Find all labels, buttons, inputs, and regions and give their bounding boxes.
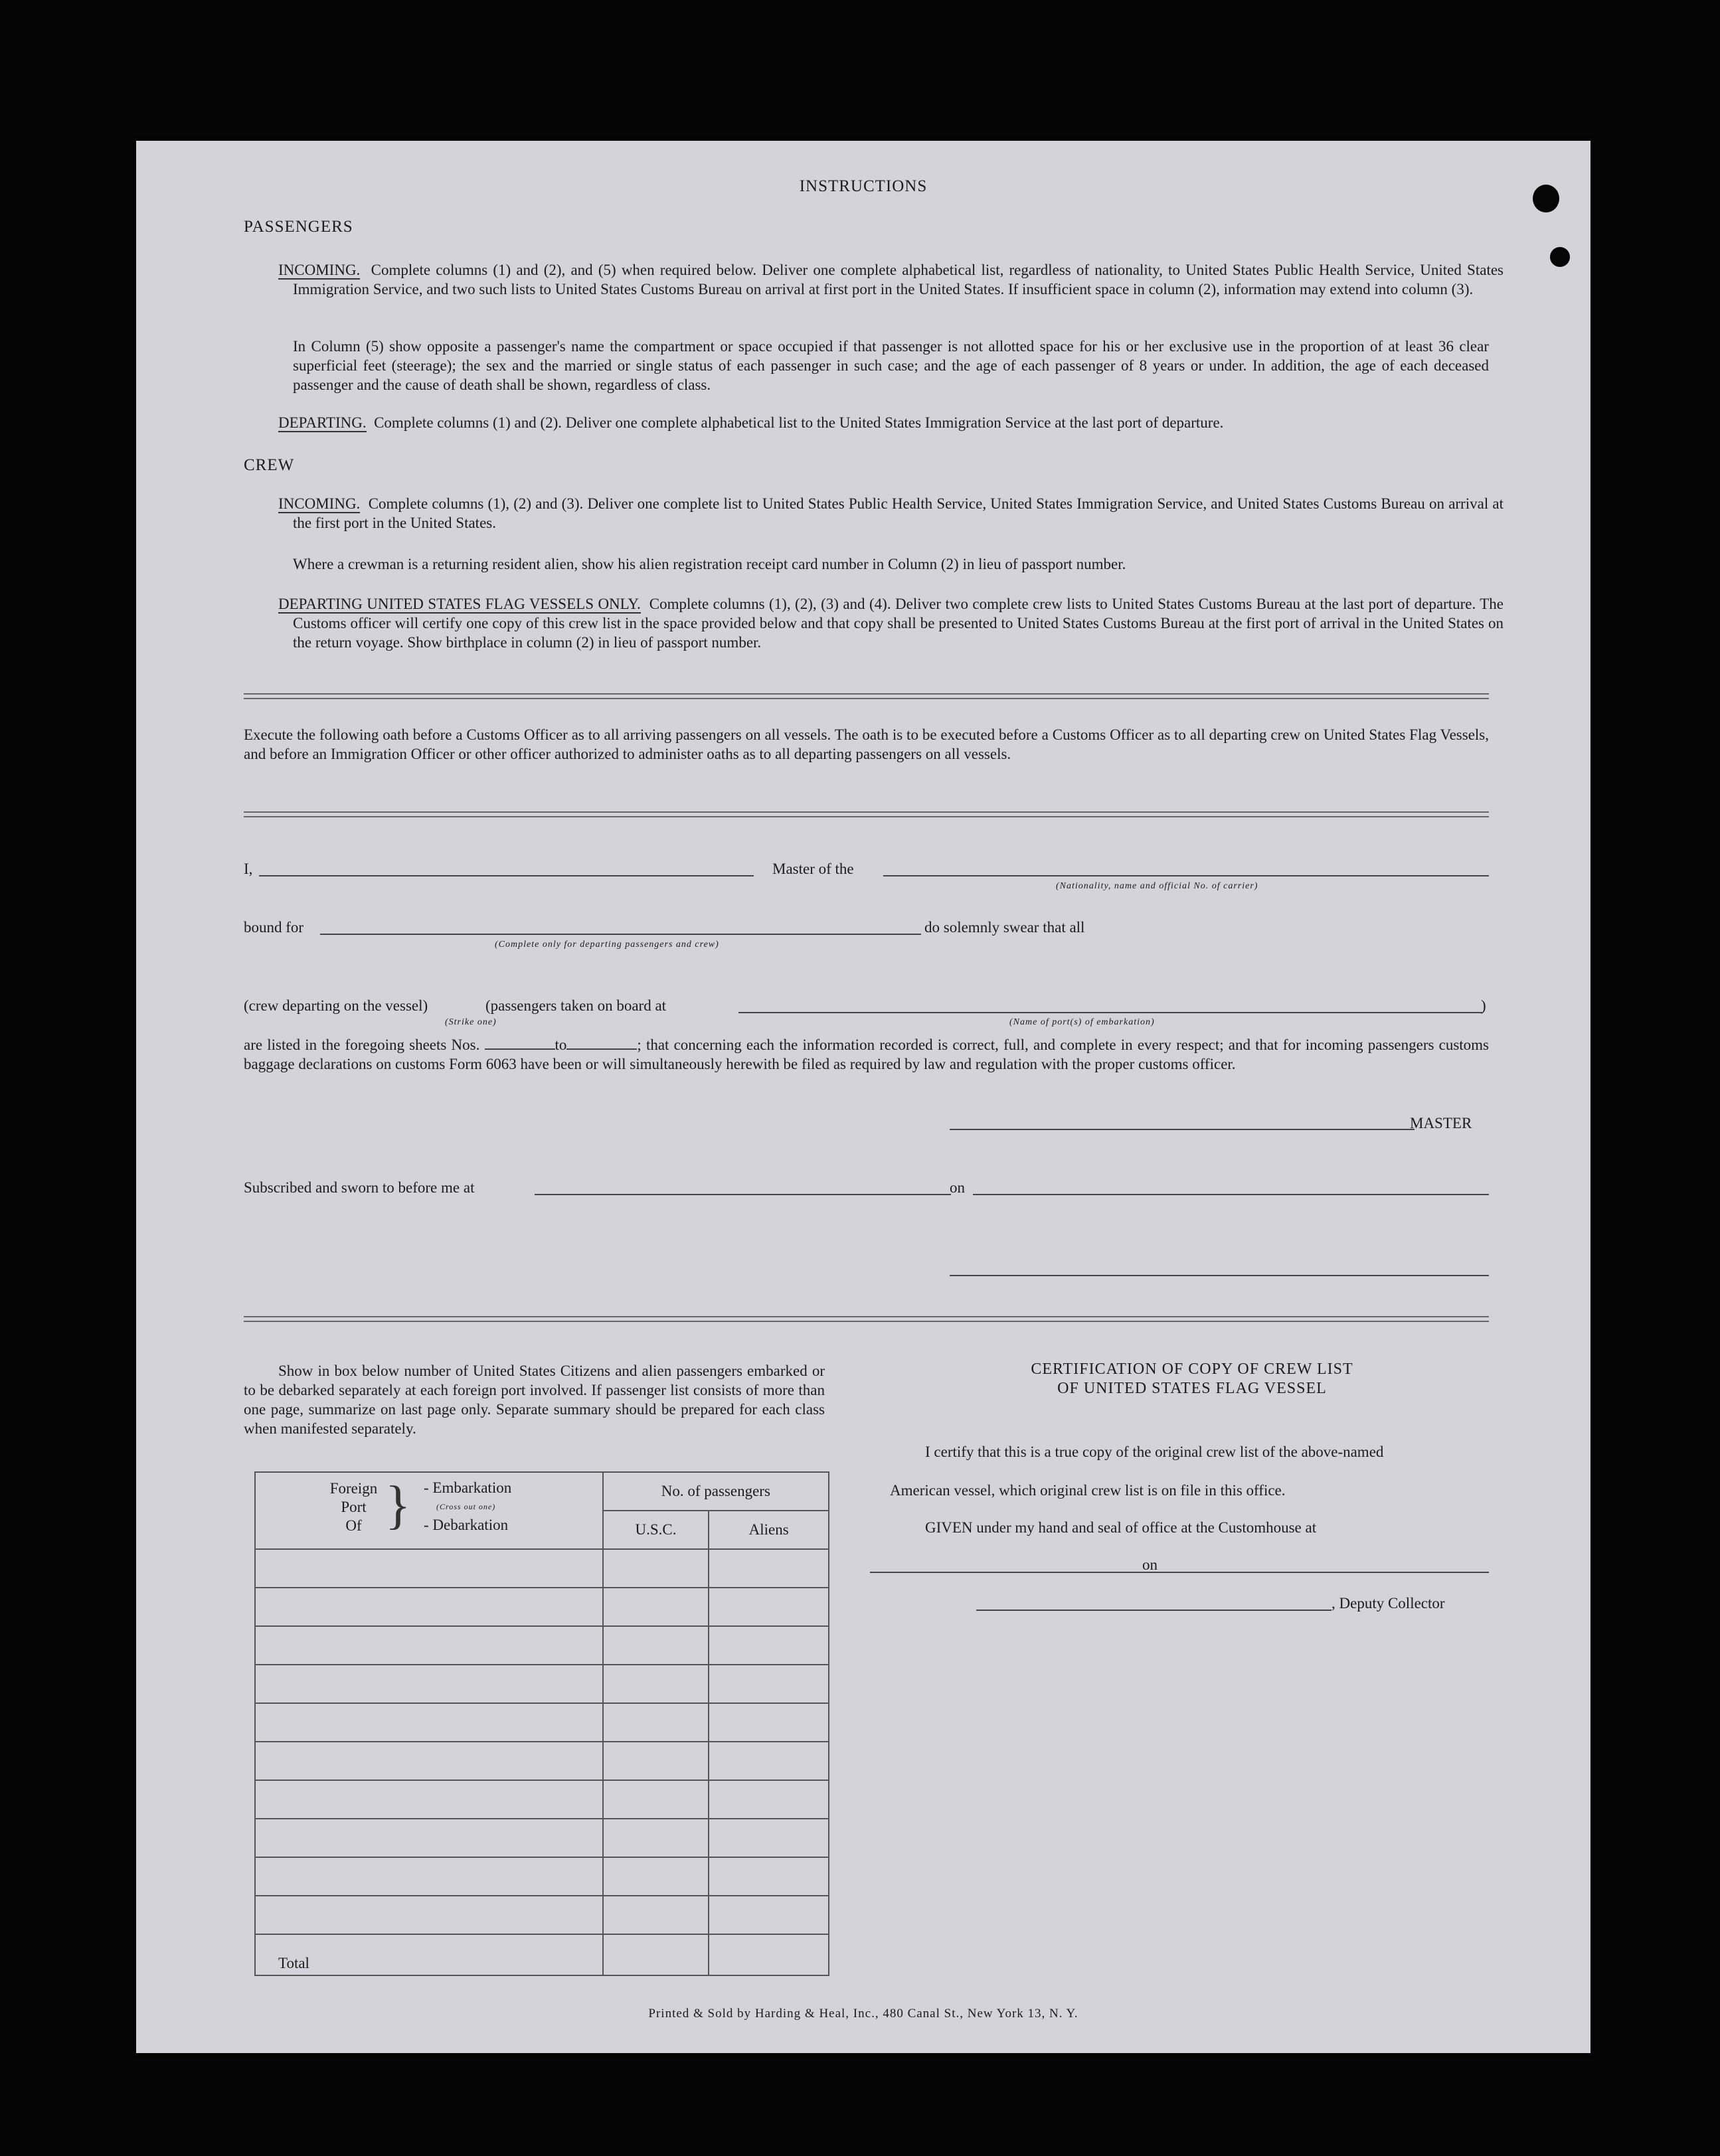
aliens-cell[interactable] (709, 1780, 829, 1819)
crew-departing-text: Complete columns (1), (2), (3) and (4). Deliver two complete crew lists to United States Customs Bureau at the last port of departure. The Customs officer will certify one copy of this crew list in the space provided below and that copy shall be presented to United States Customs Bureau at the first port of arrival in the United States on the return voyage. Show birthplace in column (2) in lieu of passport number. (293, 596, 1504, 651)
usc-cell[interactable] (603, 1819, 709, 1857)
port-header-cell (255, 1472, 603, 1549)
port-header-port: Port (341, 1499, 367, 1515)
sheet-to-line[interactable] (566, 1037, 637, 1050)
sworn-date-line[interactable] (973, 1194, 1489, 1195)
port-header-foreign: Foreign (329, 1480, 378, 1497)
aliens-cell[interactable] (709, 1703, 829, 1742)
divider (244, 811, 1489, 817)
footer-printer: Printed & Sold by Harding & Heal, Inc., 480 Canal St., New York 13, N. Y. (648, 2007, 1078, 2021)
port-cell[interactable] (255, 1857, 603, 1896)
bound-note: (Complete only for departing passengers and crew) (495, 940, 719, 950)
certification-given: GIVEN under my hand and seal of office at the Customhouse at (925, 1519, 1317, 1536)
aliens-cell[interactable] (709, 1742, 829, 1780)
master-name-line[interactable] (259, 875, 754, 876)
oath-listed-a: are listed in the foregoing sheets Nos. (244, 1037, 480, 1053)
port-header-cross-out: (Cross out one) (436, 1502, 496, 1511)
certification-title-line1: CERTIFICATION OF COPY OF CREW LIST (1031, 1361, 1353, 1378)
passengers-departing-paragraph (278, 413, 1489, 432)
aliens-cell[interactable] (709, 1549, 829, 1588)
sworn-place-line[interactable] (535, 1194, 951, 1195)
oath-intro: Execute the following oath before a Customs Officer as to all arriving passengers on all vessels. The oath is to be executed before a Customs Officer as to all departing crew on United States Flag Vessels, and before an Immigration Officer or other officer authorized to administer oaths as to all departing passengers on all vessels. (244, 726, 1489, 762)
oath-swear: do solemnly swear that all (924, 919, 1085, 936)
oath-listed-to: to (555, 1037, 567, 1053)
total-row (255, 1934, 829, 1975)
divider (244, 693, 1489, 699)
usc-cell[interactable] (603, 1857, 709, 1896)
table-row (255, 1896, 829, 1934)
oath-master-of-the: Master of the (772, 861, 854, 877)
port-cell[interactable] (255, 1819, 603, 1857)
aliens-cell[interactable] (709, 1588, 829, 1626)
crew-incoming-text: Complete columns (1), (2) and (3). Deliver one complete list to United States Public Health Service, United States Immigration Service, and United States Customs Bureau on arrival at the first port in the United States. (293, 495, 1504, 531)
ink-blot-icon (1550, 247, 1570, 267)
oath-close-paren: ) (1481, 997, 1486, 1014)
brace-icon: } (385, 1476, 411, 1534)
crew-crewman-paragraph: Where a crewman is a returning resident alien, show his alien registration receipt card number in Column (2) in lieu of passport number. (293, 556, 1126, 572)
oath-listed-paragraph (244, 1035, 1489, 1074)
port-cell[interactable] (255, 1665, 603, 1703)
divider (244, 1316, 1489, 1322)
table-row (255, 1780, 829, 1819)
oath-bound-for: bound for (244, 919, 304, 936)
crew-incoming-paragraph (278, 494, 1504, 533)
table-row (255, 1665, 829, 1703)
oath-subscribed: Subscribed and sworn to before me at (244, 1179, 475, 1196)
port-cell[interactable] (255, 1588, 603, 1626)
port-cell[interactable] (255, 1780, 603, 1819)
usc-cell[interactable] (603, 1549, 709, 1588)
oath-master: MASTER (1410, 1115, 1472, 1131)
total-label: Total (255, 1934, 603, 1975)
aliens-cell[interactable] (709, 1626, 829, 1665)
oath-i-label: I, (244, 861, 253, 877)
oath-on: on (950, 1179, 965, 1196)
master-signature-line[interactable] (950, 1129, 1415, 1130)
aliens-cell[interactable] (709, 1896, 829, 1934)
certification-title-line2: OF UNITED STATES FLAG VESSEL (1057, 1380, 1327, 1397)
passenger-summary-table (254, 1471, 829, 1976)
oath-passengers-taken: (passengers taken on board at (485, 997, 667, 1014)
table-row (255, 1819, 829, 1857)
table-row (255, 1703, 829, 1742)
port-cell[interactable] (255, 1896, 603, 1934)
table-row (255, 1626, 829, 1665)
no-of-passengers-header: No. of passengers (603, 1472, 829, 1511)
crew-departing-paragraph (278, 594, 1504, 652)
crew-heading: CREW (244, 456, 295, 474)
usc-cell[interactable] (603, 1742, 709, 1780)
port-cell[interactable] (255, 1703, 603, 1742)
form-page (136, 141, 1591, 2053)
usc-cell[interactable] (603, 1588, 709, 1626)
usc-cell[interactable] (603, 1626, 709, 1665)
port-cell[interactable] (255, 1626, 603, 1665)
deputy-collector-line[interactable] (976, 1610, 1332, 1611)
usc-cell[interactable] (603, 1703, 709, 1742)
port-line[interactable] (738, 1012, 1482, 1013)
aliens-cell[interactable] (709, 1665, 829, 1703)
passengers-column5-paragraph: In Column (5) show opposite a passenger's name the compartment or space occupied if that passenger is not allotted space for his or her exclusive use in the proportion of at least 36 clear superficial feet (steerage); the sex and the married or single status of each passenger in such case; and the age of each passenger of 8 years or under. In addition, the age of each deceased passenger and the cause of death shall be shown, regardless of class. (293, 338, 1489, 393)
total-usc-cell[interactable] (603, 1934, 709, 1975)
certification-certify-line2: American vessel, which original crew list is on file in this office. (890, 1482, 1286, 1499)
port-note: (Name of port(s) of embarkation) (1009, 1017, 1155, 1027)
table-row (255, 1857, 829, 1896)
aliens-cell[interactable] (709, 1819, 829, 1857)
port-header-of: Of (345, 1517, 362, 1534)
certification-date-line[interactable] (1162, 1572, 1489, 1573)
certification-certify-line1: I certify that this is a true copy of the original crew list of the above-named (925, 1444, 1384, 1460)
page-title: INSTRUCTIONS (799, 177, 928, 195)
usc-cell[interactable] (603, 1896, 709, 1934)
crew-departing-label: DEPARTING UNITED STATES FLAG VESSELS ONLY. (278, 596, 641, 612)
port-cell[interactable] (255, 1549, 603, 1588)
summary-instructions: Show in box below number of United States Citizens and alien passengers embarked or to be debarked separately at each foreign port involved. If passenger list consists of more than one page, summarize on last page only. Separate summary should be prepared for each class when manifested separately. (244, 1363, 825, 1437)
passengers-incoming-paragraph (278, 260, 1504, 299)
bound-for-line[interactable] (320, 934, 921, 935)
table-row (255, 1549, 829, 1588)
port-header-debarkation: - Debarkation (424, 1517, 509, 1533)
table-row (255, 1742, 829, 1780)
total-aliens-cell[interactable] (709, 1934, 829, 1975)
strike-one-note: (Strike one) (445, 1017, 497, 1027)
usc-cell[interactable] (603, 1780, 709, 1819)
passengers-incoming-text: Complete columns (1) and (2), and (5) when required below. Deliver one complete alphabetical list, regardless of nationality, to United States Public Health Service, United States Immigration Service, and two such lists to United States Customs Bureau on arrival at first port in the United States. If insufficient space in column (2), information may extend into column (3). (293, 262, 1504, 297)
passengers-heading: PASSENGERS (244, 218, 353, 236)
oath-crew-departing: (crew departing on the vessel) (244, 997, 428, 1014)
officer-signature-line[interactable] (950, 1275, 1489, 1276)
crew-incoming-label: INCOMING. (278, 495, 361, 512)
certification-title (946, 1360, 1438, 1398)
passengers-departing-text: Complete columns (1) and (2). Deliver one complete alphabetical list to the United States Immigration Service at the last port of departure. (374, 414, 1224, 431)
oath-listed-b: ; that concerning each the information recorded is correct, full, and complete in every respect; and that for incoming passengers customs baggage declarations on customs Form 6063 have been or will simultaneously herewith be filed as required by law and regulation with the proper customs officer. (244, 1037, 1489, 1072)
certification-on: on (1142, 1556, 1158, 1573)
carrier-line[interactable] (883, 875, 1489, 876)
usc-header: U.S.C. (603, 1511, 709, 1549)
sheet-from-line[interactable] (485, 1037, 555, 1050)
port-header-embarkation: - Embarkation (424, 1479, 512, 1496)
passengers-incoming-label: INCOMING. (278, 262, 361, 278)
customhouse-line[interactable] (870, 1572, 1212, 1573)
nationality-note: (Nationality, name and official No. of carrier) (1056, 881, 1258, 891)
port-cell[interactable] (255, 1742, 603, 1780)
table-row (255, 1588, 829, 1626)
usc-cell[interactable] (603, 1665, 709, 1703)
passengers-departing-label: DEPARTING. (278, 414, 367, 431)
certification-deputy: , Deputy Collector (1332, 1595, 1445, 1612)
aliens-cell[interactable] (709, 1857, 829, 1896)
aliens-header: Aliens (709, 1511, 829, 1549)
ink-blot-icon (1533, 185, 1559, 212)
